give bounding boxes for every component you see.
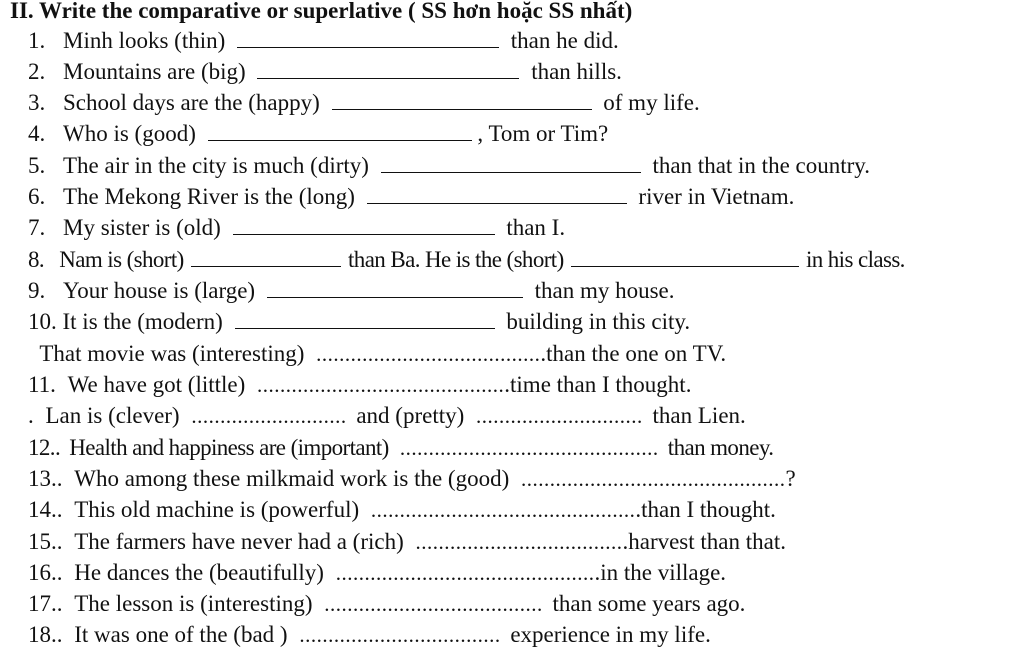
exercise-line-10	[28, 306, 690, 337]
answer-blank[interactable]	[233, 214, 495, 235]
sentence-end: than my house.	[534, 278, 675, 303]
dotted-answer-blank[interactable]: .......................................	[316, 342, 541, 366]
item-number: 17..	[28, 591, 63, 616]
dotted-answer-blank[interactable]: ..............................................	[370, 498, 636, 522]
sentence-end: experience in my life.	[510, 622, 711, 647]
sentence-end: than I.	[506, 215, 566, 240]
item-number: 15..	[28, 529, 63, 554]
exercise-line-extra-1	[34, 338, 726, 369]
sentence-start: The farmers have never had a (rich)	[74, 529, 404, 554]
sentence-end: of my life.	[603, 90, 700, 115]
sentence-end: in his class.	[805, 247, 905, 272]
dotted-answer-blank[interactable]: ...................................	[299, 623, 501, 647]
answer-blank[interactable]	[257, 58, 519, 79]
exercise-line-5	[28, 150, 870, 181]
item-number: 12..	[28, 435, 61, 460]
sentence-end: .harvest than that.	[622, 529, 786, 554]
sentence-middle: than Ba. He is the (short)	[348, 247, 564, 272]
sentence-end: than Lien.	[652, 403, 746, 428]
sentence-start: Health and happiness are (important)	[69, 435, 389, 460]
answer-blank[interactable]	[381, 152, 641, 173]
dotted-answer-blank[interactable]: .............................................	[399, 436, 659, 460]
sentence-start: Nam is (short)	[59, 247, 184, 272]
dotted-answer-blank[interactable]: ..............................................	[521, 467, 786, 491]
sentence-end: .in the village.	[594, 560, 727, 585]
item-number: 9.	[28, 278, 46, 303]
item-number: .	[28, 403, 34, 428]
item-number: 16..	[28, 560, 63, 585]
exercise-line-extra-2	[28, 400, 746, 431]
sentence-start: This old machine is (powerful)	[74, 497, 360, 522]
answer-blank[interactable]	[235, 308, 495, 329]
sentence-end: than some years ago.	[552, 591, 746, 616]
item-number: 1.	[28, 28, 46, 53]
dotted-answer-blank[interactable]: ....................................	[415, 530, 623, 554]
item-number: 2.	[28, 59, 46, 84]
exercise-line-2	[28, 56, 622, 87]
sentence-end: .time than I thought.	[504, 372, 692, 397]
answer-blank[interactable]	[237, 27, 499, 48]
sentence-end: river in Vietnam.	[638, 184, 795, 209]
sentence-end: building in this city.	[506, 309, 691, 334]
dotted-answer-blank[interactable]: .............................	[476, 404, 643, 428]
sentence-start: Minh looks (thin)	[63, 28, 226, 53]
sentence-end: than hills.	[531, 59, 622, 84]
dotted-answer-blank[interactable]: ...........................................	[257, 373, 505, 397]
exercise-line-7	[28, 212, 565, 243]
sentence-start: Who among these milkmaid work is the (good)	[74, 466, 510, 491]
item-number: 3.	[28, 90, 46, 115]
answer-blank[interactable]	[267, 277, 523, 298]
sentence-end: than money.	[667, 435, 774, 460]
sentence-start: Lan is (clever)	[45, 403, 180, 428]
dotted-answer-blank[interactable]: ......................................	[324, 592, 543, 616]
sentence-start: The air in the city is much (dirty)	[63, 153, 369, 178]
sentence-start: My sister is (old)	[63, 215, 221, 240]
item-number: 13..	[28, 466, 63, 491]
exercise-line-15	[28, 526, 786, 557]
item-number: 10.	[28, 309, 57, 334]
sentence-start: He dances the (beautifully)	[74, 560, 324, 585]
answer-blank[interactable]	[571, 246, 799, 267]
exercise-line-18	[28, 619, 711, 650]
item-number: 6.	[28, 184, 46, 209]
exercise-line-8	[28, 244, 905, 275]
exercise-line-14	[28, 494, 776, 525]
sentence-start: We have got (little)	[67, 372, 246, 397]
exercise-line-3	[28, 87, 700, 118]
exercise-line-6	[28, 181, 794, 212]
sentence-start: It is the (modern)	[62, 309, 223, 334]
sentence-middle: and (pretty)	[356, 403, 465, 428]
exercise-line-11	[28, 369, 691, 400]
exercise-line-17	[28, 588, 745, 619]
answer-blank[interactable]	[367, 183, 627, 204]
sentence-start: The lesson is (interesting)	[74, 591, 313, 616]
sentence-end: , Tom or Tim?	[477, 121, 609, 146]
dotted-answer-blank[interactable]: ...........................	[191, 404, 347, 428]
sentence-start: That movie was (interesting)	[39, 341, 305, 366]
answer-blank[interactable]	[191, 246, 341, 267]
sentence-start: Your house is (large)	[63, 278, 256, 303]
item-number: 4.	[28, 121, 46, 146]
sentence-end: ?	[785, 466, 796, 491]
sentence-start: Who is (good)	[63, 121, 196, 146]
sentence-start: The Mekong River is the (long)	[63, 184, 355, 209]
exercise-title: II. Write the comparative or superlative ( SS hơn hoặc SS nhất)	[10, 0, 633, 23]
item-number: 5.	[28, 153, 46, 178]
sentence-end: than that in the country.	[652, 153, 871, 178]
dotted-answer-blank[interactable]: .............................................	[335, 561, 595, 585]
sentence-start: School days are the (happy)	[63, 90, 320, 115]
item-number: 11.	[28, 372, 56, 397]
sentence-start: It was one of the (bad )	[74, 622, 288, 647]
answer-blank[interactable]	[332, 89, 592, 110]
item-number: 14..	[28, 497, 63, 522]
sentence-end: .than I thought.	[635, 497, 776, 522]
sentence-end: than he did.	[510, 28, 619, 53]
sentence-start: Mountains are (big)	[63, 59, 246, 84]
exercise-line-1	[28, 25, 619, 56]
exercise-line-13	[28, 463, 796, 494]
sentence-end: .than the one on TV.	[540, 341, 727, 366]
item-number: 7.	[28, 215, 46, 240]
item-number: 18..	[28, 622, 63, 647]
exercise-line-16	[28, 557, 726, 588]
exercise-line-12	[28, 432, 773, 463]
item-number: 8.	[28, 247, 45, 272]
exercise-line-9	[28, 275, 675, 306]
exercise-line-4	[28, 118, 608, 149]
answer-blank[interactable]	[208, 120, 472, 141]
